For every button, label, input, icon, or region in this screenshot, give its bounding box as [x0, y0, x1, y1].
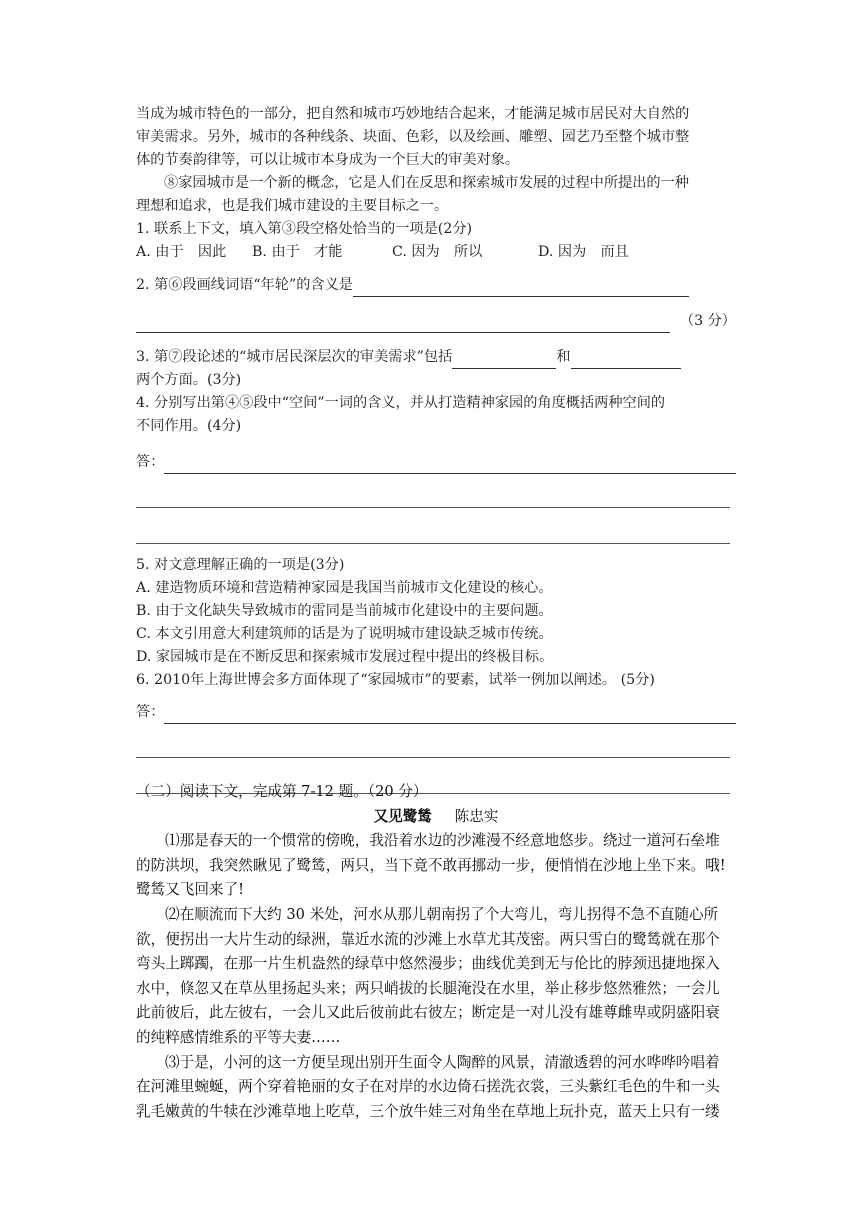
- article-title: 又见鹭鸶: [373, 807, 432, 825]
- answer-blank[interactable]: [136, 316, 670, 333]
- question-3-and: 和: [556, 349, 571, 365]
- answer-label: 答：: [136, 704, 165, 720]
- question-6-answer: [136, 692, 736, 724]
- paragraph-7-line: 体的节奏韵律等，可以让城市本身成为一个巨大的审美对象。: [136, 152, 520, 168]
- paragraph-7-line: 当成为城市特色的一部分，把自然和城市巧妙地结合起来，才能满足城市居民对大自然的: [136, 106, 690, 122]
- article-title-row: [136, 805, 736, 830]
- answer-blank[interactable]: [571, 352, 681, 369]
- question-3-tail: 两个方面。(3分): [136, 372, 242, 388]
- answer-blank[interactable]: [452, 352, 556, 369]
- question-2: 2. 第⑥段画线词语“年轮”的含义是: [136, 277, 353, 293]
- question-2-row-2: [136, 297, 736, 333]
- answer-line-row: [136, 474, 736, 508]
- question-1: 1. 联系上下文，填入第③段空格处恰当的一项是(2分): [136, 221, 473, 237]
- paragraph-line: 此前彼后，此左彼右，一会儿又此后彼前此右彼左；断定是一对儿没有雄尊雌卑或阴盛阳衰: [136, 1004, 720, 1022]
- question-5-option-c: C. 本文引用意大利建筑师的话是为了说明城市建设缺乏城市传统。: [136, 626, 553, 642]
- answer-blank[interactable]: [136, 506, 730, 508]
- paragraph-7-line: 审美需求。另外，城市的各种线条、块面、色彩，以及绘画、雕塑、园艺乃至整个城市整: [136, 129, 690, 145]
- paragraph-line: ⑵在顺流而下大约 30 米处，河水从那儿朝南拐了个大弯儿，弯儿拐得不急不直随心所: [165, 905, 719, 923]
- answer-label: 答：: [136, 454, 165, 470]
- article-author: 陈忠实: [454, 807, 499, 825]
- question-3: 3. 第⑦段论述的“城市居民深层次的审美需求”包括: [136, 349, 453, 365]
- option-a: A. 由于 因此: [136, 244, 227, 260]
- section-heading: （二）阅读下文，完成第 7-12 题。（20 分）: [136, 783, 428, 800]
- answer-line-row: [136, 724, 736, 758]
- question-2-score: （3 分）: [679, 313, 736, 329]
- paragraph-line: ⑶于是，小河的这一方便呈现出别开生面令人陶醉的风景，清澈透碧的河水哗哗吟唱着: [165, 1053, 720, 1071]
- question-5-option-a: A. 建造物质环境和营造精神家园是我国当前城市文化建设的核心。: [136, 580, 553, 596]
- question-1-options: [136, 241, 736, 264]
- question-section: [136, 103, 736, 794]
- answer-blank[interactable]: [353, 280, 689, 297]
- answer-blank[interactable]: [136, 542, 730, 544]
- paragraph-line: 的防洪坝，我突然瞅见了鹭鸶，两只，当下竟不敢再挪动一步，便悄悄在沙地上坐下来。哦!: [136, 856, 726, 874]
- paragraph-8-line: ⑧家园城市是一个新的概念，它是人们在反思和探索城市发展的过程中所提出的一种: [164, 175, 689, 191]
- paragraph-8-line: 理想和追求，也是我们城市建设的主要目标之一。: [136, 198, 449, 214]
- paragraph-line: 水中，倏忽又在草丛里扬起头来；两只峭拔的长腿淹没在水里，举止移步悠然雅然；一会儿: [136, 979, 720, 997]
- question-6: 6. 2010年上海世博会多方面体现了“家园城市”的要素，试举一例加以阐述。 (5分): [136, 672, 655, 688]
- question-4-answer: [136, 438, 736, 474]
- option-b: B. 由于 才能: [252, 244, 343, 260]
- question-4-line: 4. 分别写出第④⑤段中“空间”一词的含义，并从打造精神家园的角度概括两种空间的: [136, 395, 666, 411]
- question-3-row: [136, 333, 736, 369]
- paragraph-line: 鹭鸶又飞回来了!: [136, 881, 245, 899]
- question-5: 5. 对文意理解正确的一项是(3分): [136, 557, 345, 573]
- answer-blank[interactable]: [164, 707, 736, 724]
- question-4-line: 不同作用。(4分): [136, 418, 242, 434]
- paragraph-line: 弯头上踯躅，在那一片生机盎然的绿草中悠然漫步；曲线优美到无与伦比的脖颈迅捷地探入: [136, 955, 720, 973]
- paragraph-line: 乳毛嫩黄的牛犊在沙滩草地上吃草，三个放牛娃三对角坐在草地上玩扑克，蓝天上只有一缕: [136, 1102, 720, 1120]
- answer-blank[interactable]: [164, 457, 736, 474]
- answer-blank[interactable]: [136, 756, 730, 758]
- answer-line-row: [136, 508, 736, 544]
- question-5-option-b: B. 由于文化缺失导致城市的雷同是当前城市化建设中的主要问题。: [136, 603, 553, 619]
- paragraph-line: 在河滩里蜿蜒，两个穿着艳丽的女子在对岸的水边倚石搓洗衣裳，三头紫红毛色的牛和一头: [136, 1078, 720, 1096]
- paragraph-line: 的纯粹感情维系的平等夫妻……: [136, 1028, 341, 1046]
- option-c: C. 因为 所以: [392, 244, 483, 260]
- paragraph-line: ⑴那是春天的一个惯常的傍晚，我沿着水边的沙滩漫不经意地悠步。绕过一道河石垒堆: [165, 832, 720, 850]
- paragraph-line: 欲，便拐出一大片生动的绿洲，靠近水流的沙滩上水草尤其茂密。两只雪白的鹭鸶就在那个: [136, 930, 720, 948]
- question-5-option-d: D. 家园城市是在不断反思和探索城市发展过程中提出的终极目标。: [136, 649, 554, 665]
- reading-section: [136, 780, 736, 1124]
- option-d: D. 因为 而且: [538, 244, 629, 260]
- question-2-row: [136, 264, 736, 297]
